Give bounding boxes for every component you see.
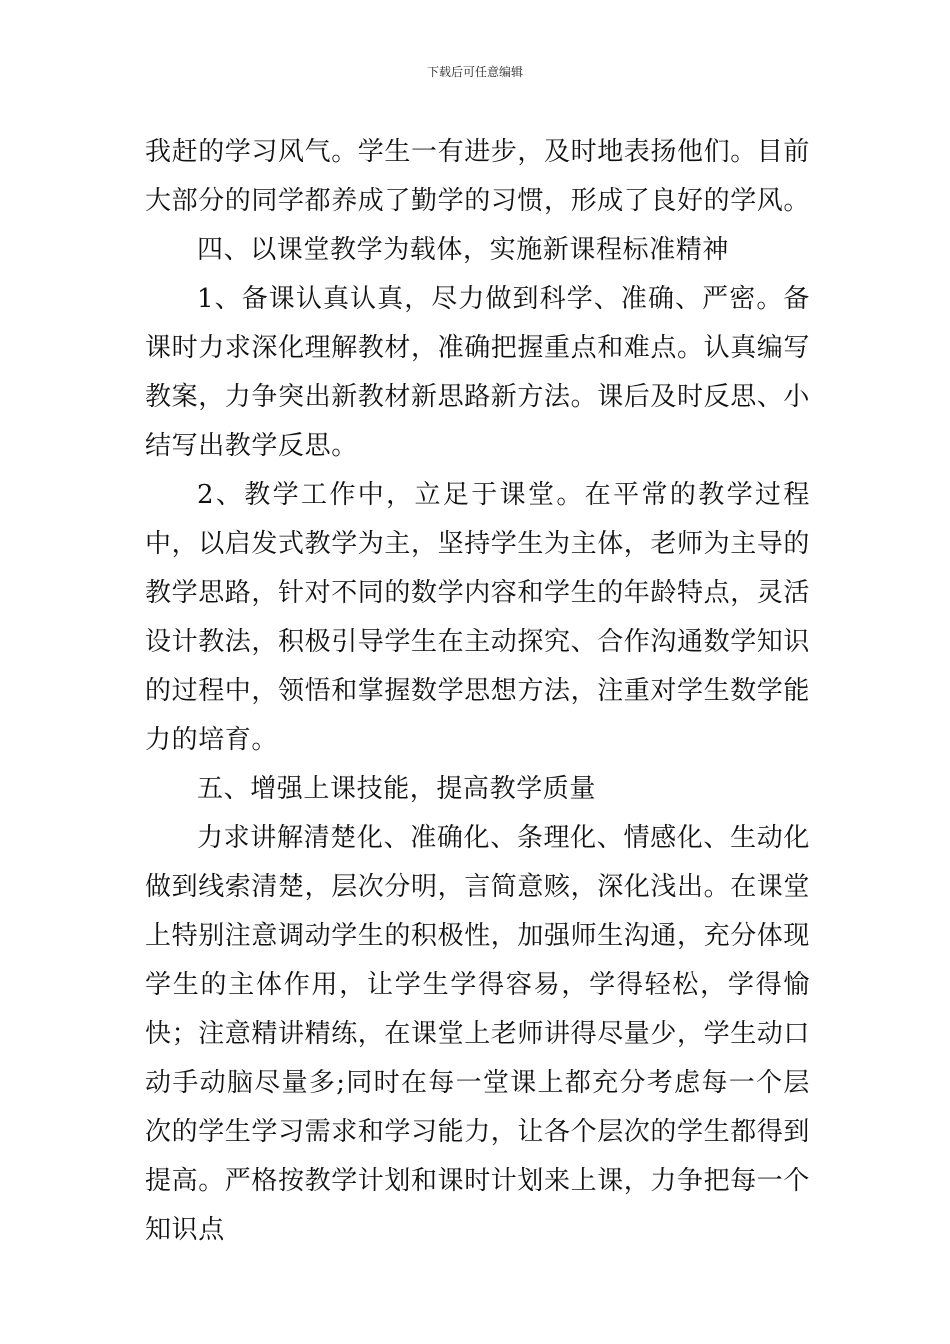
- paragraph-lesson-prep: 1、备课认真认真，尽力做到科学、准确、严密。备课时力求深化理解教材，准确把握重点和难点。认真编写教案，力争突出新教材新思路新方法。课后及时反思、小结写出教学反思。: [145, 284, 811, 461]
- page-header: 下载后可任意编辑: [426, 65, 523, 79]
- paragraph-teaching-quality: 力求讲解清楚化、准确化、条理化、情感化、生动化做到线索清楚，层次分明，言简意赅，深化浅出。在课堂上特别注意调动学生的积极性，加强师生沟通，充分体现学生的主体作用，让学生学得容易，学得轻松，学得愉快；注意精讲精练，在课堂上老师讲得尽量少，学生动口动手动脑尽量多;同时在每一堂课上都充分考虑每一个层次的学生学习需求和学习能力，让各个层次的学生都得到提高。严格按教学计划和课时计划来上课，力争把每一个知识点: [145, 823, 811, 1245]
- section-heading-5: 五、增强上课技能，提高教学质量: [197, 774, 597, 804]
- paragraph-classroom-teaching: 2、教学工作中，立足于课堂。在平常的教学过程中，以启发式教学为主，坚持学生为主体，老师为主导的教学思路，针对不同的数学内容和学生的年龄特点，灵活设计教法，积极引导学生在主动探究、合作沟通数学知识的过程中，领悟和掌握数学思想方法，注重对学生数学能力的培育。: [145, 480, 811, 755]
- paragraph-1: 我赶的学习风气。学生一有进步，及时地表扬他们。目前大部分的同学都养成了勤学的习惯，形成了良好的学风。: [145, 137, 811, 216]
- section-heading-4: 四、以课堂教学为载体，实施新课程标准精神: [197, 235, 730, 265]
- document-body: [145, 128, 810, 1255]
